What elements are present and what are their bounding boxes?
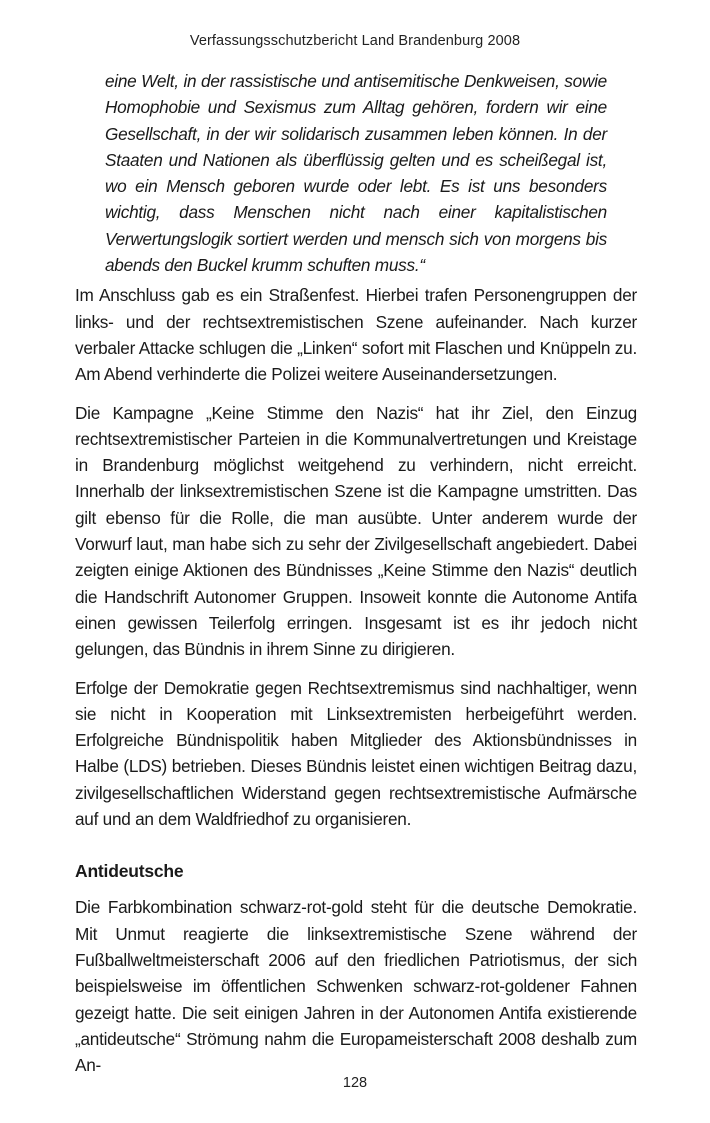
paragraph-antideutsche: Die Farbkombination schwarz-rot-gold steht für die deutsche Demokratie. Mit Unmut reagierte die linksextremistische Szene während der Fußballweltmeisterschaft 2006 auf den friedlichen Patriotismus, der sich beispielsweise im öffentlichen Schwenken schwarz-rot-goldener Fahnen gezeigt hatte. Die seit einigen Jahren in der Autonomen Antifa existierende „antideutsche“ Strömung nahm die Europameisterschaft 2008 deshalb zum An- (75, 897, 637, 1076)
section-heading: Antideutsche (75, 861, 184, 882)
paragraph-street-festival: Im Anschluss gab es ein Straßenfest. Hierbei trafen Personengruppen der links- und der rechtsextremistischen Szene aufeinander. Nach kurzer verbaler Attacke schlugen die „Linken“ sofort mit Flaschen und Knüppeln zu. Am Abend verhinderte die Polizei weitere Auseinandersetzungen. (75, 285, 637, 385)
paragraph-democracy-success: Erfolge der Demokratie gegen Rechtsextremismus sind nachhaltiger, wenn sie nicht in Kooperation mit Linksextremisten herbeigeführt werden. Erfolgreiche Bündnispolitik haben Mitglieder des Aktionsbündnisses in Halbe (LDS) betrieben. Dieses Bündnis leistet einen wichtigen Beitrag dazu, zivilgesellschaftlichen Widerstand gegen rechtsextremistische Aufmärsche auf und an dem Waldfriedhof zu organisieren. (75, 677, 637, 830)
page-body (75, 68, 637, 1078)
running-header: Verfassungsschutzbericht Land Brandenburg 2008 (189, 33, 521, 49)
page-number: 128 (342, 1075, 368, 1091)
block-quote: eine Welt, in der rassistische und antisemitische Denkweisen, sowie Homophobie und Sexismus zum Alltag gehören, fordern wir eine Gesellschaft, in der wir solidarisch zusammen leben können. In der Staaten und Nationen als überflüssig gelten und es scheißegal ist, wo ein Mensch geboren wurde oder lebt. Es ist uns besonders wichtig, dass Menschen nicht nach einer kapitalistischen Verwertungslogik sortiert werden und mensch sich von morgens bis abends den Buckel krumm schuften muss.“ (105, 71, 607, 276)
paragraph-campaign: Die Kampagne „Keine Stimme den Nazis“ hat ihr Ziel, den Einzug rechtsextremistischer Parteien in die Kommunalvertretungen und Kreistage in Brandenburg möglichst weitgehend zu verhindern, nicht erreicht. Innerhalb der linksextremistischen Szene ist die Kampagne umstritten. Das gilt ebenso für die Rolle, die man ausübte. Unter anderem wurde der Vorwurf laut, man habe sich zu sehr der Zivilgesellschaft angebiedert. Dabei zeigten einige Aktionen des Bündnisses „Keine Stimme den Nazis“ deutlich die Handschrift Autonomer Gruppen. Insoweit konnte die Autonome Antifa einen gewissen Teilerfolg erringen. Insgesamt ist es ihr jedoch nicht gelungen, das Bündnis in ihrem Sinne zu dirigieren. (75, 402, 637, 660)
